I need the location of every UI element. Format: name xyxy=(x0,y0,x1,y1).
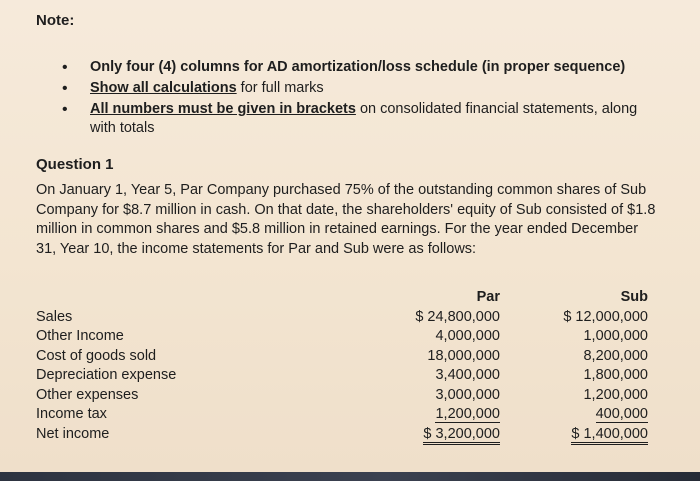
par-value: 3,000,000 xyxy=(435,386,500,403)
note-title: Note: xyxy=(36,12,75,29)
par-value xyxy=(380,425,500,445)
bullet-dot-icon: • xyxy=(62,80,68,97)
income-statement-table xyxy=(36,288,666,444)
bullet-dot-icon: • xyxy=(62,101,68,118)
note-bullet-3 xyxy=(62,100,662,138)
bullet-2-rest: for full marks xyxy=(236,80,324,96)
question-title: Question 1 xyxy=(36,156,114,173)
table-row xyxy=(36,366,666,386)
sub-value xyxy=(528,425,648,445)
table-row xyxy=(36,347,666,367)
note-bullet-2 xyxy=(62,79,662,98)
table-header-row xyxy=(36,288,666,308)
header-sub: Sub xyxy=(620,289,648,305)
par-net-income: $ 3,200,000 xyxy=(423,426,500,445)
par-value: $ 24,800,000 xyxy=(415,308,500,325)
bullet-2-strong: Show all calculations xyxy=(90,80,237,96)
bottom-edge-bar xyxy=(0,472,700,481)
table-row xyxy=(36,386,666,406)
row-label: Other Income xyxy=(36,328,124,344)
sub-value xyxy=(528,405,648,425)
table-row xyxy=(36,327,666,347)
bullet-1-strong: Only four (4) columns for AD amortization/loss schedule (in proper sequence) xyxy=(90,59,626,75)
row-label: Other expenses xyxy=(36,386,139,403)
question-body: On January 1, Year 5, Par Company purchased 75% of the outstanding common shares of Sub Company for $8.7 million in cash. On that date, the shareholders' equity of Sub consisted of $1.8 million in common shares and $5.8 million in retained earnings. For the year ended December 31, Year 10, the income statements for Par and Sub were as follows: xyxy=(36,182,656,257)
table-row xyxy=(36,425,666,445)
row-label: Income tax xyxy=(36,406,107,422)
row-label: Net income xyxy=(36,425,110,442)
note-bullet-list xyxy=(62,58,662,140)
sub-value: $ 12,000,000 xyxy=(563,308,648,325)
bullet-dot-icon: • xyxy=(62,59,68,76)
row-label: Depreciation expense xyxy=(36,367,177,383)
row-label: Sales xyxy=(36,308,73,325)
header-par: Par xyxy=(476,289,500,305)
par-value: 4,000,000 xyxy=(435,328,500,344)
bullet-3-strong: All numbers must be given in brackets xyxy=(90,101,356,117)
par-income-tax: 1,200,000 xyxy=(435,406,500,422)
par-value xyxy=(380,405,500,425)
sub-value: 8,200,000 xyxy=(583,347,648,364)
sub-value: 1,800,000 xyxy=(583,367,648,383)
row-label: Cost of goods sold xyxy=(36,347,157,364)
par-value: 3,400,000 xyxy=(435,367,500,383)
par-value: 18,000,000 xyxy=(427,347,500,364)
table-row xyxy=(36,405,666,425)
sub-net-income: $ 1,400,000 xyxy=(571,426,648,445)
sub-income-tax: 400,000 xyxy=(595,406,648,422)
sub-value: 1,200,000 xyxy=(583,386,648,403)
note-bullet-1 xyxy=(62,58,662,77)
table-row xyxy=(36,308,666,328)
bullet-3-rest: on consolidated financial statements, along with totals xyxy=(90,101,638,136)
sub-value: 1,000,000 xyxy=(583,328,648,344)
